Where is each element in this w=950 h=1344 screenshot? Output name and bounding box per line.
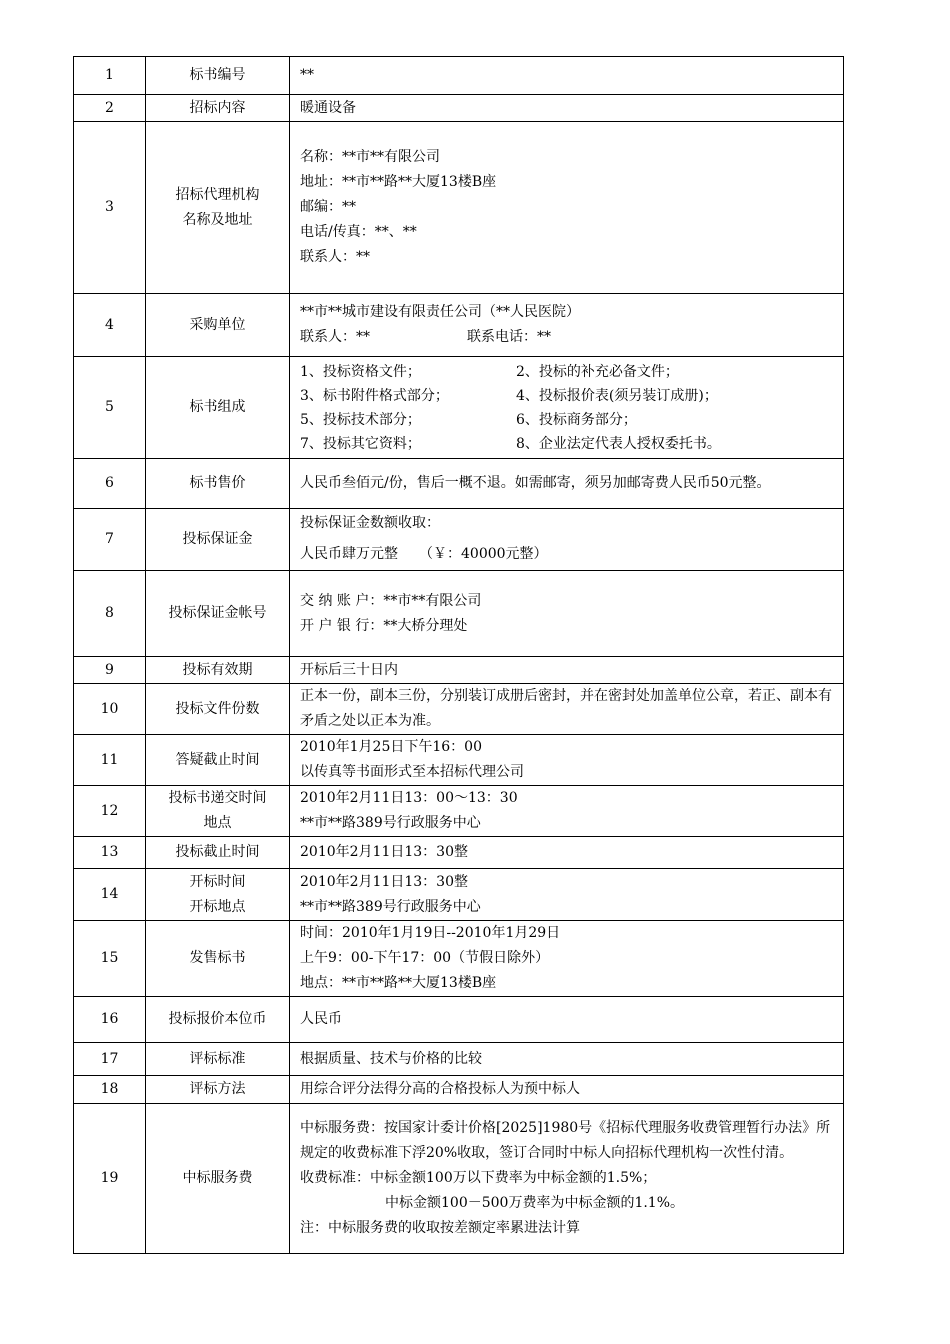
row-number: 12 [74, 786, 146, 837]
row-number: 8 [74, 571, 146, 657]
row-number: 2 [74, 95, 146, 122]
row-content: 正本一份，副本三份，分别装订成册后密封，并在密封处加盖单位公章，若正、副本有矛盾之处以正本为准。 [290, 684, 844, 735]
list-item: 5、投标技术部分； [300, 411, 421, 428]
table-row [74, 294, 844, 357]
table-row [74, 997, 844, 1043]
table-row [74, 684, 844, 735]
row-content: ** [290, 57, 844, 95]
row-content: 暖通设备 [290, 95, 844, 122]
row-number: 1 [74, 57, 146, 95]
table-row [74, 571, 844, 657]
row-label: 答疑截止时间 [146, 735, 290, 786]
table-row [74, 509, 844, 571]
row-label: 中标服务费 [146, 1104, 290, 1254]
row-label: 标书售价 [146, 459, 290, 509]
row-number: 7 [74, 509, 146, 571]
row-label: 采购单位 [146, 294, 290, 357]
row-content [290, 357, 844, 459]
row-number: 17 [74, 1043, 146, 1076]
table-row [74, 921, 844, 997]
row-content: 2010年1月25日下午16：00 以传真等书面形式至本招标代理公司 [290, 735, 844, 786]
row-content: 交 纳 账 户：**市**有限公司 开 户 银 行：**大桥分理处 [290, 571, 844, 657]
row-number: 14 [74, 869, 146, 921]
document-parts-list [300, 360, 837, 456]
row-number: 15 [74, 921, 146, 997]
row-number: 19 [74, 1104, 146, 1254]
list-item: 3、标书附件格式部分； [300, 387, 449, 404]
table-row [74, 1104, 844, 1254]
row-number: 13 [74, 837, 146, 869]
row-label: 投标截止时间 [146, 837, 290, 869]
row-content: 开标后三十日内 [290, 657, 844, 684]
row-label: 招标代理机构 名称及地址 [146, 122, 290, 294]
row-label: 标书编号 [146, 57, 290, 95]
table-row [74, 657, 844, 684]
row-label: 评标标准 [146, 1043, 290, 1076]
row-label: 投标文件份数 [146, 684, 290, 735]
row-number: 9 [74, 657, 146, 684]
row-number: 18 [74, 1076, 146, 1104]
row-content: 2010年2月11日13：00～13：30 **市**路389号行政服务中心 [290, 786, 844, 837]
row-label: 投标保证金 [146, 509, 290, 571]
row-label: 投标书递交时间 地点 [146, 786, 290, 837]
row-label: 开标时间 开标地点 [146, 869, 290, 921]
table-row [74, 357, 844, 459]
list-item: 1、投标资格文件； [300, 363, 421, 380]
row-number: 3 [74, 122, 146, 294]
row-number: 6 [74, 459, 146, 509]
list-item: 2、投标的补充必备文件； [516, 363, 679, 380]
row-number: 5 [74, 357, 146, 459]
row-label: 发售标书 [146, 921, 290, 997]
table-row [74, 869, 844, 921]
row-label: 投标保证金帐号 [146, 571, 290, 657]
row-content: 投标保证金数额收取： 人民币肆万元整 （￥：40000元整） [290, 509, 844, 571]
row-number: 16 [74, 997, 146, 1043]
row-number: 10 [74, 684, 146, 735]
row-label: 评标方法 [146, 1076, 290, 1104]
row-content: 2010年2月11日13：30整 **市**路389号行政服务中心 [290, 869, 844, 921]
table-row [74, 786, 844, 837]
list-item: 7、投标其它资料； [300, 435, 421, 452]
list-item: 4、投标报价表(须另装订成册)； [516, 387, 718, 404]
table-row [74, 1043, 844, 1076]
row-label: 投标有效期 [146, 657, 290, 684]
row-label: 标书组成 [146, 357, 290, 459]
row-number: 11 [74, 735, 146, 786]
row-content: 根据质量、技术与价格的比较 [290, 1043, 844, 1076]
row-content: 用综合评分法得分高的合格投标人为预中标人 [290, 1076, 844, 1104]
table-row [74, 57, 844, 95]
row-label: 招标内容 [146, 95, 290, 122]
row-content: 人民币叁佰元/份，售后一概不退。如需邮寄，须另加邮寄费人民币50元整。 [290, 459, 844, 509]
list-item: 6、投标商务部分； [516, 411, 637, 428]
row-content: 中标服务费：按国家计委计价格[2025]1980号《招标代理服务收费管理暂行办法》所规定的收费标准下浮20%收取，签订合同时中标人向招标代理机构一次性付清。 收费标准：中标金额100万以下费率为中标金额的1.5%； 中标金额100－500万费率为中标金额的1.1%。 注：中标服务费的收取按差额定率累进法计算 [290, 1104, 844, 1254]
list-item: 8、企业法定代表人授权委托书。 [516, 435, 721, 452]
row-content: 2010年2月11日13：30整 [290, 837, 844, 869]
row-label: 投标报价本位币 [146, 997, 290, 1043]
table-row [74, 122, 844, 294]
row-number: 4 [74, 294, 146, 357]
row-content: 时间：2010年1月19日--2010年1月29日 上午9：00-下午17：00（节假日除外） 地点：**市**路**大厦13楼B座 [290, 921, 844, 997]
row-content: 名称：**市**有限公司 地址：**市**路**大厦13楼B座 邮编：** 电话/传真：**、** 联系人：** [290, 122, 844, 294]
tender-info-table [73, 56, 844, 1254]
table-row [74, 837, 844, 869]
table-row [74, 1076, 844, 1104]
table-row [74, 735, 844, 786]
row-content: 人民币 [290, 997, 844, 1043]
table-row [74, 95, 844, 122]
row-content: **市**城市建设有限责任公司（**人民医院） 联系人：** 联系电话：** [290, 294, 844, 357]
table-row [74, 459, 844, 509]
